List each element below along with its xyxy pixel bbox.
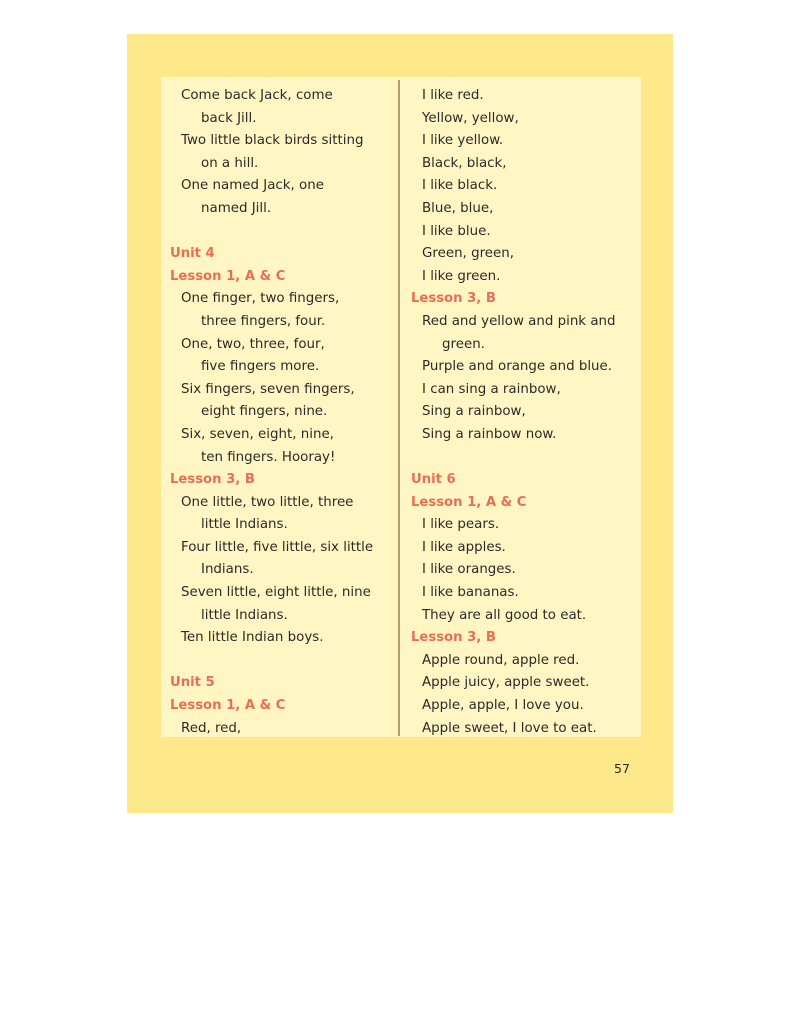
song-line: green. <box>442 336 485 352</box>
song-line: Two little black birds sitting <box>181 133 364 149</box>
song-line: little Indians. <box>201 607 288 623</box>
song-line: Seven little, eight little, nine <box>181 585 371 601</box>
song-line: little Indians. <box>201 517 288 533</box>
song-line: Six fingers, seven fingers, <box>181 381 355 397</box>
song-line: five fingers more. <box>201 359 320 375</box>
song-line: named Jill. <box>201 200 272 216</box>
stanza-gap <box>170 221 392 244</box>
song-line: back Jill. <box>201 110 257 126</box>
song-line: I like pears. <box>422 517 500 533</box>
song-line: Red and yellow and pink and <box>422 313 616 329</box>
song-line: Ten little Indian boys. <box>181 630 324 646</box>
lesson-heading: Lesson 3, B <box>411 630 496 646</box>
unit-heading: Unit 5 <box>170 675 215 691</box>
song-line: I like bananas. <box>422 585 519 601</box>
song-line: Indians. <box>201 562 254 578</box>
song-line: Apple juicy, apple sweet. <box>422 675 590 691</box>
song-line: Sing a rainbow, <box>422 404 526 420</box>
song-line: One little, two little, three <box>181 494 354 510</box>
song-line: Purple and orange and blue. <box>422 359 613 375</box>
song-line: I like oranges. <box>422 562 516 578</box>
song-line: One finger, two fingers, <box>181 291 340 307</box>
song-line: on a hill. <box>201 155 259 171</box>
lesson-heading: Lesson 3, B <box>411 291 496 307</box>
column-divider <box>398 80 400 736</box>
song-line: I like apples. <box>422 539 506 555</box>
stanza-gap <box>170 650 392 673</box>
song-line: Apple sweet, I love to eat. <box>422 720 597 736</box>
unit-heading: Unit 4 <box>170 246 215 262</box>
song-line: Six, seven, eight, nine, <box>181 426 334 442</box>
song-line: three fingers, four. <box>201 313 326 329</box>
song-line: I can sing a rainbow, <box>422 381 561 397</box>
song-line: Black, black, <box>422 155 507 171</box>
song-line: Yellow, yellow, <box>422 110 519 126</box>
lesson-heading: Lesson 1, A & C <box>170 268 286 284</box>
song-line: Four little, five little, six little <box>181 539 374 555</box>
song-line: ten fingers. Hooray! <box>201 449 336 465</box>
song-line: Apple, apple, I love you. <box>422 698 584 714</box>
song-line: One named Jack, one <box>181 178 324 194</box>
page-number: 57 <box>614 761 630 776</box>
song-line: Apple round, apple red. <box>422 652 580 668</box>
song-line: They are all good to eat. <box>422 607 587 623</box>
song-line: eight fingers, nine. <box>201 404 328 420</box>
left-column <box>170 85 392 740</box>
song-line: Sing a rainbow now. <box>422 426 557 442</box>
lesson-heading: Lesson 1, A & C <box>170 698 286 714</box>
song-line: I like yellow. <box>422 133 504 149</box>
lesson-heading: Lesson 1, A & C <box>411 494 527 510</box>
song-line: One, two, three, four, <box>181 336 325 352</box>
song-line: I like red. <box>422 88 484 103</box>
song-line: Red, red, <box>181 720 242 736</box>
song-line: Come back Jack, come <box>181 88 333 103</box>
stanza-gap <box>411 447 647 470</box>
lesson-heading: Lesson 3, B <box>170 472 255 488</box>
song-line: Blue, blue, <box>422 200 494 216</box>
song-line: I like blue. <box>422 223 491 239</box>
song-line: I like black. <box>422 178 498 194</box>
song-line: Green, green, <box>422 246 514 262</box>
unit-heading: Unit 6 <box>411 472 456 488</box>
song-line: I like green. <box>422 268 501 284</box>
right-column <box>411 85 647 740</box>
